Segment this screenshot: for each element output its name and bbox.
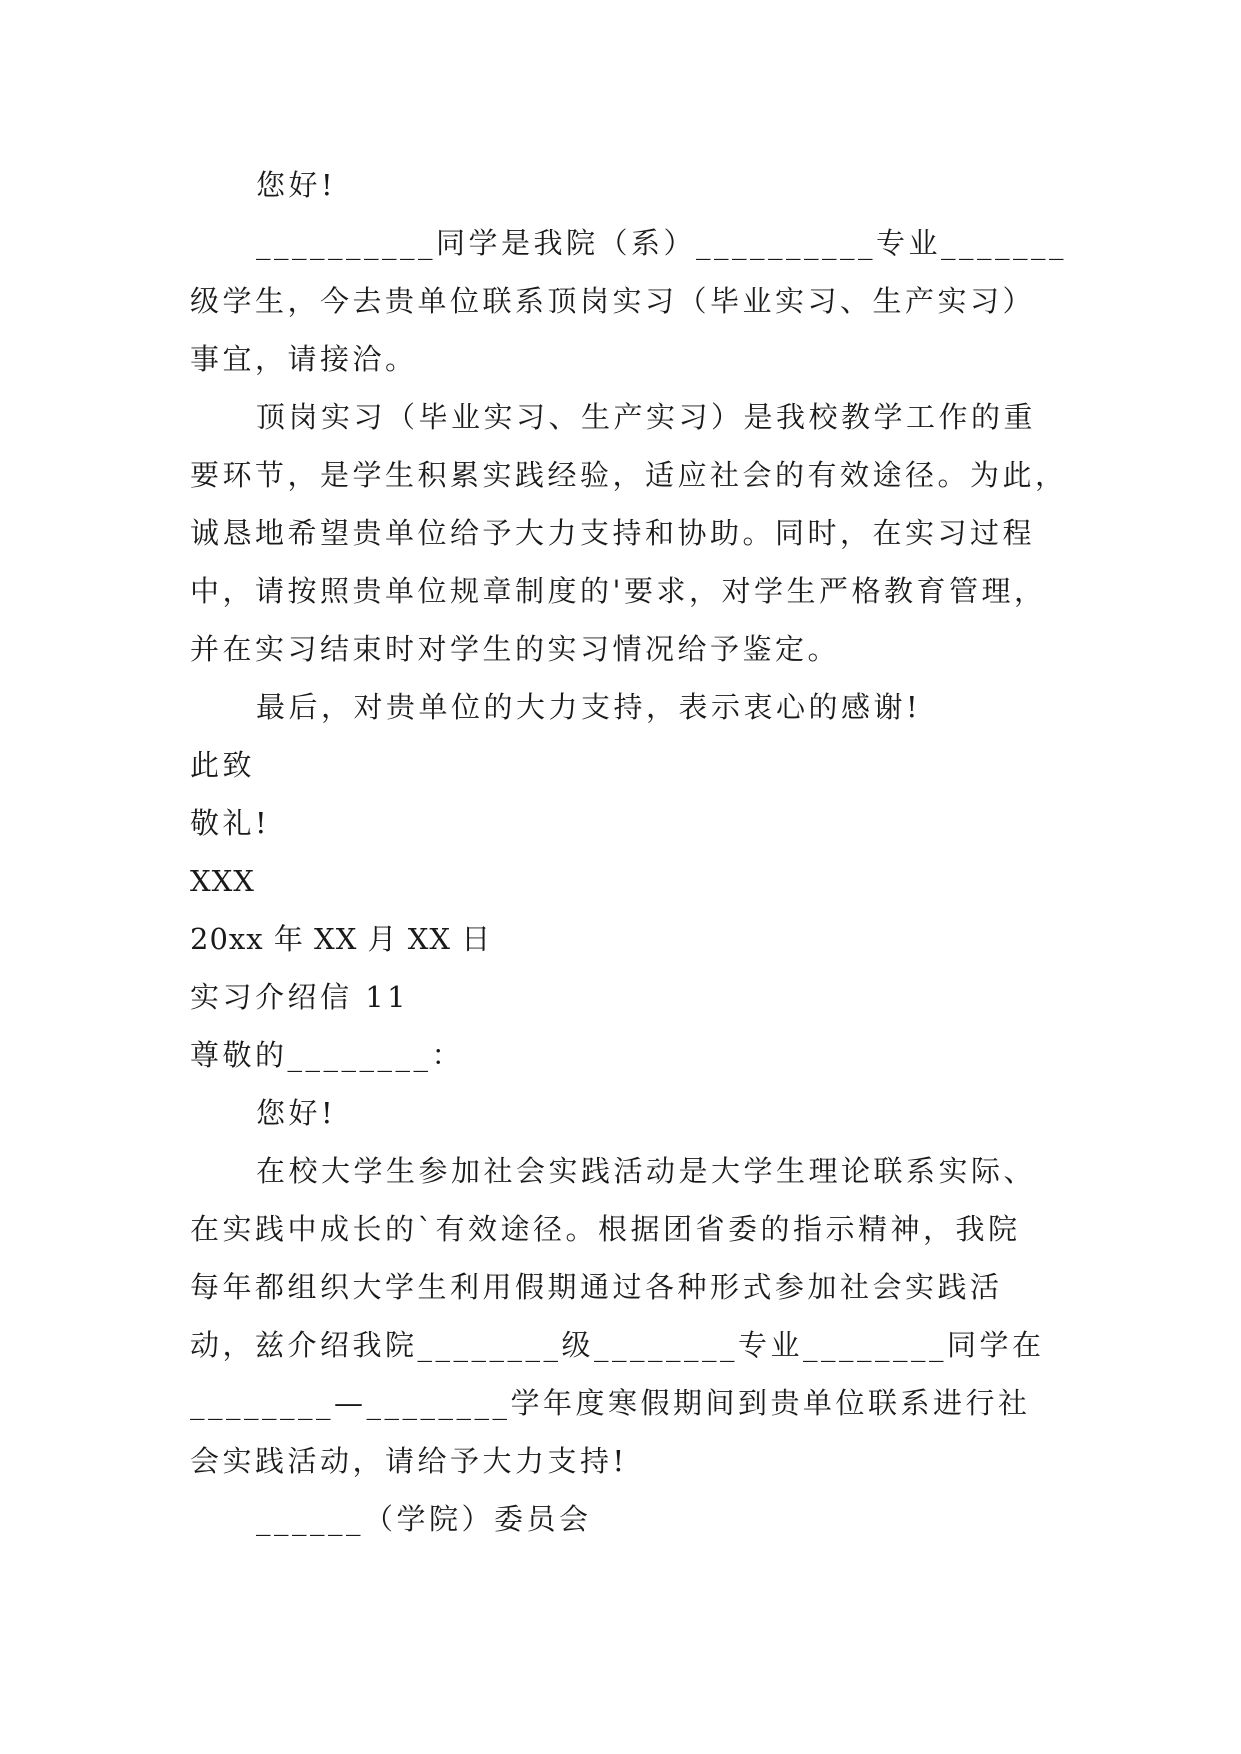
closing-jingli: 敬礼! [190, 806, 271, 840]
paragraph-4-line-6: 会实践活动，请给予大力支持! [190, 1444, 628, 1478]
paragraph-2-line-2: 要环节，是学生积累实践经验，适应社会的有效途径。为此， [190, 458, 1068, 492]
letter-date: 20xx 年 XX 月 XX 日 [190, 922, 492, 956]
signer-name: XXX [190, 864, 255, 898]
paragraph-4-line-1: 在校大学生参加社会实践活动是大学生理论联系实际、 [256, 1154, 1037, 1188]
paragraph-1-line-1: __________同学是我院（系）__________专业_______ [256, 226, 1068, 260]
paragraph-4-line-3: 每年都组织大学生利用假期通过各种形式参加社会实践活 [190, 1270, 1003, 1304]
paragraph-1-line-2: 级学生，今去贵单位联系顶岗实习（毕业实习、生产实习） [190, 284, 1036, 318]
paragraph-4-line-4: 动，兹介绍我院________级________专业________同学在 [190, 1328, 1045, 1362]
paragraph-3: 最后，对贵单位的大力支持，表示衷心的感谢! [256, 690, 922, 724]
paragraph-4-line-5: ________—________学年度寒假期间到贵单位联系进行社 [190, 1386, 1031, 1420]
section-title: 实习介绍信 11 [190, 980, 410, 1014]
salutation: 尊敬的________： [190, 1038, 465, 1072]
closing-cizhi: 此致 [190, 748, 256, 782]
paragraph-2-line-5: 并在实习结束时对学生的实习情况给予鉴定。 [190, 632, 841, 666]
paragraph-2-line-4: 中，请按照贵单位规章制度的'要求，对学生严格教育管理， [190, 574, 1047, 608]
committee-signature: ______（学院）委员会 [256, 1502, 592, 1536]
paragraph-1-line-3: 事宜，请接洽。 [190, 342, 418, 376]
paragraph-2-line-3: 诚恳地希望贵单位给予大力支持和协助。同时，在实习过程 [190, 516, 1036, 550]
paragraph-4-line-2: 在实践中成长的`有效途径。根据团省委的指示精神，我院 [190, 1212, 1021, 1246]
greeting-1: 您好! [256, 168, 337, 202]
greeting-2: 您好! [256, 1096, 337, 1130]
paragraph-2-line-1: 顶岗实习（毕业实习、生产实习）是我校教学工作的重 [256, 400, 1037, 434]
